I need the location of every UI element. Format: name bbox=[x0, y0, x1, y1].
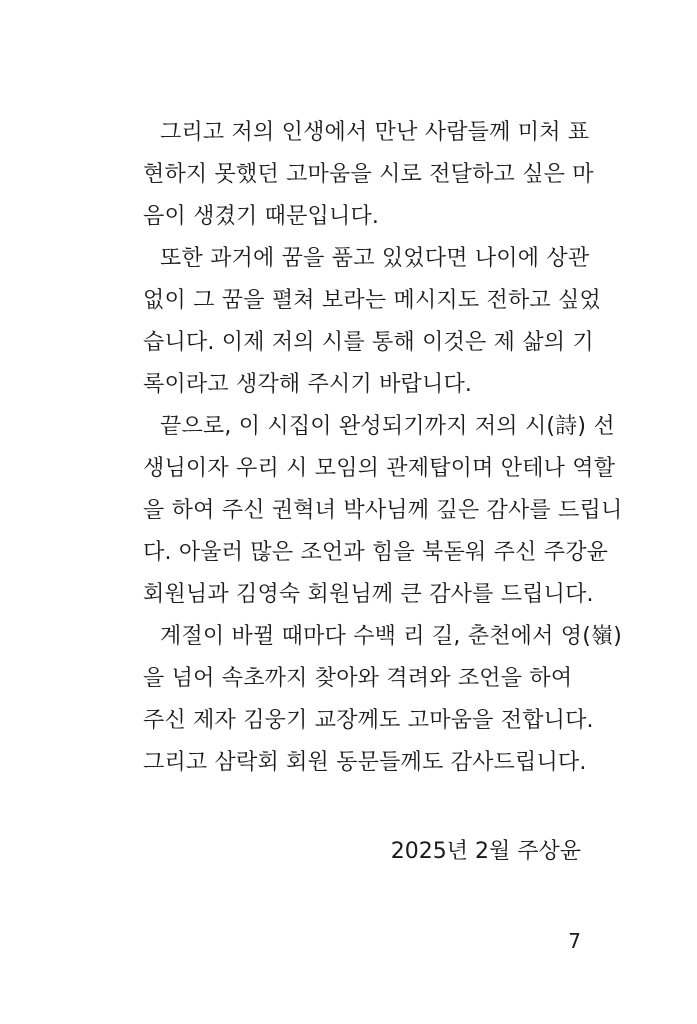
text-line: 그리고 저의 인생에서 만난 사람들께 미처 표 bbox=[160, 120, 590, 145]
text-line: 습니다. 이제 저의 시를 통해 이것은 제 삶의 기 bbox=[143, 330, 594, 355]
text-line: 없이 그 꿈을 펼쳐 보라는 메시지도 전하고 싶었 bbox=[143, 288, 601, 313]
text-line: 계절이 바뀔 때마다 수백 리 길, 춘천에서 영(嶺) bbox=[160, 624, 622, 649]
text-line: 주신 제자 김웅기 교장께도 고마움을 전합니다. bbox=[143, 708, 594, 733]
text-line: 끝으로, 이 시집이 완성되기까지 저의 시(詩) 선 bbox=[160, 414, 615, 439]
text-line: 그리고 삼락회 회원 동문들께도 감사드립니다. bbox=[143, 750, 587, 775]
text-line: 생님이자 우리 시 모임의 관제탑이며 안테나 역할 bbox=[143, 456, 616, 481]
text-line: 록이라고 생각해 주시기 바랍니다. bbox=[143, 372, 473, 397]
text-line: 회원님과 김영숙 회원님께 큰 감사를 드립니다. bbox=[143, 582, 594, 607]
text-line: 다. 아울러 많은 조언과 힘을 북돋워 주신 주강윤 bbox=[143, 540, 609, 565]
text-line: 현하지 못했던 고마움을 시로 전달하고 싶은 마 bbox=[143, 162, 594, 187]
author-signature: 2025년 2월 주상윤 bbox=[390, 839, 581, 864]
text-line: 음이 생겼기 때문입니다. bbox=[143, 204, 380, 229]
page-number: 7 bbox=[568, 929, 581, 953]
text-line: 또한 과거에 꿈을 품고 있었다면 나이에 상관 bbox=[160, 246, 590, 271]
text-line: 을 넘어 속초까지 찾아와 격려와 조언을 하여 bbox=[143, 666, 573, 691]
text-line: 을 하여 주신 권혁녀 박사님께 깊은 감사를 드립니 bbox=[143, 498, 623, 523]
